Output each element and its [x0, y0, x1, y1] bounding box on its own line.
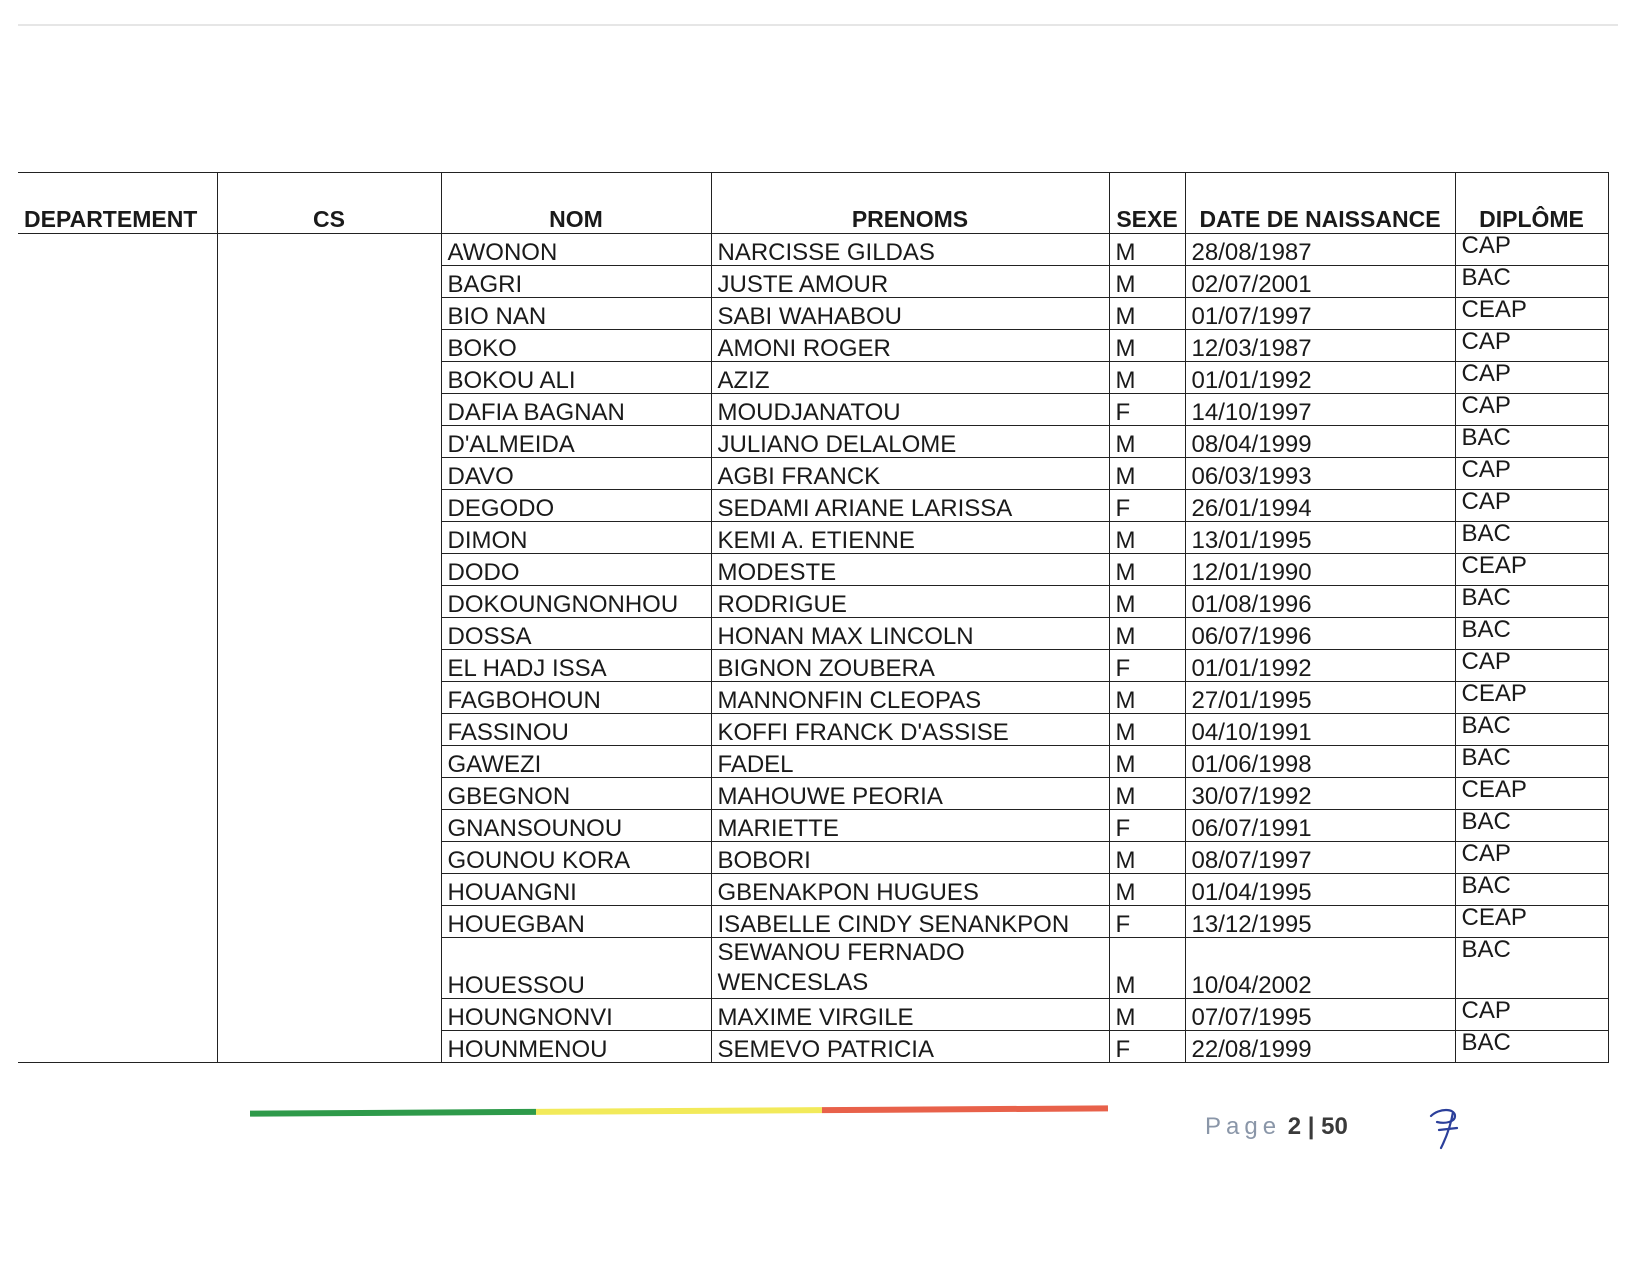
page-top-edge: [18, 10, 1618, 26]
date-naissance-cell: 06/07/1996: [1185, 618, 1455, 650]
nom-cell: DAFIA BAGNAN: [441, 394, 711, 426]
diplome-cell: CEAP: [1455, 682, 1608, 714]
diplome-cell: BAC: [1455, 426, 1608, 458]
prenoms-cell: JULIANO DELALOME: [711, 426, 1109, 458]
table-row: [18, 234, 1608, 266]
date-naissance-cell: 27/01/1995: [1185, 682, 1455, 714]
date-naissance-cell: 28/08/1987: [1185, 234, 1455, 266]
prenoms-cell: SEDAMI ARIANE LARISSA: [711, 490, 1109, 522]
date-naissance-cell: 01/01/1992: [1185, 650, 1455, 682]
date-naissance-cell: 10/04/2002: [1185, 938, 1455, 999]
sexe-cell: M: [1109, 234, 1185, 266]
sexe-cell: F: [1109, 490, 1185, 522]
roster-body: [18, 234, 1608, 1063]
diplome-cell: CAP: [1455, 650, 1608, 682]
diplome-cell: BAC: [1455, 938, 1608, 999]
diplome-cell: BAC: [1455, 714, 1608, 746]
handwritten-initial-signature: [1425, 1102, 1465, 1152]
diplome-cell: CAP: [1455, 362, 1608, 394]
prenoms-cell: JUSTE AMOUR: [711, 266, 1109, 298]
nom-cell: DODO: [441, 554, 711, 586]
sexe-cell: F: [1109, 650, 1185, 682]
sexe-cell: M: [1109, 522, 1185, 554]
nom-cell: BIO NAN: [441, 298, 711, 330]
diplome-cell: CAP: [1455, 394, 1608, 426]
diplome-cell: BAC: [1455, 618, 1608, 650]
date-naissance-cell: 01/04/1995: [1185, 874, 1455, 906]
prenoms-cell: KEMI A. ETIENNE: [711, 522, 1109, 554]
date-naissance-cell: 12/01/1990: [1185, 554, 1455, 586]
flag-yellow-segment: [536, 1107, 822, 1115]
sexe-cell: M: [1109, 746, 1185, 778]
prenoms-cell: BIGNON ZOUBERA: [711, 650, 1109, 682]
date-naissance-cell: 08/07/1997: [1185, 842, 1455, 874]
prenoms-cell: MAHOUWE PEORIA: [711, 778, 1109, 810]
diplome-cell: CAP: [1455, 234, 1608, 266]
sexe-cell: M: [1109, 682, 1185, 714]
nom-cell: HOUESSOU: [441, 938, 711, 999]
date-naissance-cell: 12/03/1987: [1185, 330, 1455, 362]
date-naissance-cell: 22/08/1999: [1185, 1031, 1455, 1063]
nom-cell: AWONON: [441, 234, 711, 266]
header-diplome: DIPLÔME: [1455, 173, 1608, 234]
nom-cell: DEGODO: [441, 490, 711, 522]
page-number-value: 2 | 50: [1287, 1113, 1348, 1140]
diplome-cell: BAC: [1455, 586, 1608, 618]
flag-red-segment: [822, 1105, 1108, 1113]
nom-cell: DIMON: [441, 522, 711, 554]
header-cs: CS: [217, 173, 441, 234]
header-nom: NOM: [441, 173, 711, 234]
nom-cell: FASSINOU: [441, 714, 711, 746]
date-naissance-cell: 06/03/1993: [1185, 458, 1455, 490]
prenoms-cell: SEWANOU FERNADO WENCESLAS: [711, 938, 1109, 999]
sexe-cell: M: [1109, 554, 1185, 586]
date-naissance-cell: 14/10/1997: [1185, 394, 1455, 426]
nom-cell: BAGRI: [441, 266, 711, 298]
prenoms-cell: MOUDJANATOU: [711, 394, 1109, 426]
diplome-cell: CEAP: [1455, 778, 1608, 810]
nom-cell: HOUNGNONVI: [441, 999, 711, 1031]
nom-cell: DAVO: [441, 458, 711, 490]
date-naissance-cell: 13/12/1995: [1185, 906, 1455, 938]
nom-cell: GAWEZI: [441, 746, 711, 778]
prenoms-cell: HONAN MAX LINCOLN: [711, 618, 1109, 650]
prenoms-cell: MODESTE: [711, 554, 1109, 586]
nom-cell: FAGBOHOUN: [441, 682, 711, 714]
sexe-cell: M: [1109, 458, 1185, 490]
prenoms-cell: BOBORI: [711, 842, 1109, 874]
header-sexe: SEXE: [1109, 173, 1185, 234]
roster-table: [18, 172, 1609, 1063]
prenoms-cell: ISABELLE CINDY SENANKPON: [711, 906, 1109, 938]
sexe-cell: M: [1109, 842, 1185, 874]
nom-cell: BOKO: [441, 330, 711, 362]
date-naissance-cell: 01/07/1997: [1185, 298, 1455, 330]
diplome-cell: BAC: [1455, 810, 1608, 842]
date-naissance-cell: 26/01/1994: [1185, 490, 1455, 522]
diplome-cell: CEAP: [1455, 298, 1608, 330]
flag-green-segment: [250, 1109, 536, 1117]
sexe-cell: F: [1109, 810, 1185, 842]
sexe-cell: M: [1109, 586, 1185, 618]
sexe-cell: M: [1109, 266, 1185, 298]
sexe-cell: M: [1109, 714, 1185, 746]
date-naissance-cell: 01/01/1992: [1185, 362, 1455, 394]
prenoms-cell: NARCISSE GILDAS: [711, 234, 1109, 266]
cs-cell: [217, 234, 441, 1063]
sexe-cell: M: [1109, 298, 1185, 330]
diplome-cell: BAC: [1455, 746, 1608, 778]
nom-cell: HOUNMENOU: [441, 1031, 711, 1063]
date-naissance-cell: 07/07/1995: [1185, 999, 1455, 1031]
sexe-cell: M: [1109, 874, 1185, 906]
sexe-cell: M: [1109, 618, 1185, 650]
date-naissance-cell: 08/04/1999: [1185, 426, 1455, 458]
diplome-cell: CAP: [1455, 490, 1608, 522]
prenoms-cell: MARIETTE: [711, 810, 1109, 842]
diplome-cell: BAC: [1455, 266, 1608, 298]
sexe-cell: F: [1109, 394, 1185, 426]
diplome-cell: CEAP: [1455, 554, 1608, 586]
prenoms-cell: SABI WAHABOU: [711, 298, 1109, 330]
date-naissance-cell: 04/10/1991: [1185, 714, 1455, 746]
header-prenoms: PRENOMS: [711, 173, 1109, 234]
sexe-cell: M: [1109, 330, 1185, 362]
departement-cell: [18, 234, 217, 1063]
diplome-cell: CAP: [1455, 458, 1608, 490]
prenoms-cell: KOFFI FRANCK D'ASSISE: [711, 714, 1109, 746]
prenoms-cell: MAXIME VIRGILE: [711, 999, 1109, 1031]
diplome-cell: BAC: [1455, 1031, 1608, 1063]
header-departement: DEPARTEMENT: [18, 173, 217, 234]
nom-cell: DOSSA: [441, 618, 711, 650]
prenoms-cell: AGBI FRANCK: [711, 458, 1109, 490]
sexe-cell: M: [1109, 778, 1185, 810]
page-number: [1205, 1113, 1348, 1141]
prenoms-cell: GBENAKPON HUGUES: [711, 874, 1109, 906]
nom-cell: HOUANGNI: [441, 874, 711, 906]
prenoms-cell: SEMEVO PATRICIA: [711, 1031, 1109, 1063]
date-naissance-cell: 02/07/2001: [1185, 266, 1455, 298]
page-label: Page: [1205, 1113, 1282, 1140]
date-naissance-cell: 01/08/1996: [1185, 586, 1455, 618]
nom-cell: GOUNOU KORA: [441, 842, 711, 874]
sexe-cell: F: [1109, 1031, 1185, 1063]
nom-cell: GNANSOUNOU: [441, 810, 711, 842]
diplome-cell: CAP: [1455, 999, 1608, 1031]
nom-cell: DOKOUNGNONHOU: [441, 586, 711, 618]
diplome-cell: CEAP: [1455, 906, 1608, 938]
sexe-cell: M: [1109, 999, 1185, 1031]
header-date-naissance: DATE DE NAISSANCE: [1185, 173, 1455, 234]
prenoms-cell: FADEL: [711, 746, 1109, 778]
diplome-cell: CAP: [1455, 330, 1608, 362]
nom-cell: D'ALMEIDA: [441, 426, 711, 458]
sexe-cell: M: [1109, 938, 1185, 999]
sexe-cell: M: [1109, 362, 1185, 394]
diplome-cell: CAP: [1455, 842, 1608, 874]
date-naissance-cell: 30/07/1992: [1185, 778, 1455, 810]
prenoms-cell: MANNONFIN CLEOPAS: [711, 682, 1109, 714]
flag-color-line: [250, 1105, 1108, 1116]
date-naissance-cell: 01/06/1998: [1185, 746, 1455, 778]
prenoms-cell: AMONI ROGER: [711, 330, 1109, 362]
header-row: [18, 173, 1608, 234]
sexe-cell: M: [1109, 426, 1185, 458]
date-naissance-cell: 06/07/1991: [1185, 810, 1455, 842]
prenoms-cell: AZIZ: [711, 362, 1109, 394]
date-naissance-cell: 13/01/1995: [1185, 522, 1455, 554]
prenoms-cell: RODRIGUE: [711, 586, 1109, 618]
diplome-cell: BAC: [1455, 874, 1608, 906]
nom-cell: BOKOU ALI: [441, 362, 711, 394]
nom-cell: GBEGNON: [441, 778, 711, 810]
nom-cell: EL HADJ ISSA: [441, 650, 711, 682]
nom-cell: HOUEGBAN: [441, 906, 711, 938]
sexe-cell: F: [1109, 906, 1185, 938]
diplome-cell: BAC: [1455, 522, 1608, 554]
